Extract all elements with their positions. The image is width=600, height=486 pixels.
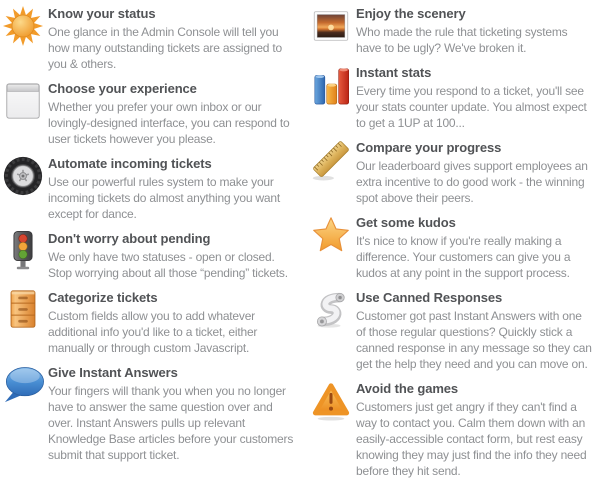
bar-chart-icon — [310, 63, 356, 131]
feature-description: We only have two statuses - open or closed. Stop worrying about all those “pending” tickets. — [48, 250, 288, 280]
features-column-right — [300, 4, 600, 486]
feature-title: Compare your progress — [356, 140, 502, 155]
feature-title: Instant stats — [356, 65, 432, 80]
feature-description: Whether you prefer your own inbox or our lovingly-designed interface, you can respond to user tickets however you please. — [48, 100, 290, 146]
feature-content — [356, 138, 600, 206]
window-icon — [2, 79, 48, 147]
sun-icon — [2, 4, 48, 72]
feature-title: Automate incoming tickets — [48, 156, 212, 171]
feature-content — [356, 379, 600, 479]
feature-item — [2, 4, 300, 72]
feature-content — [356, 4, 600, 56]
feature-title: Avoid the games — [356, 381, 459, 396]
feature-item — [310, 288, 600, 372]
ruler-icon — [310, 138, 356, 206]
feature-item — [2, 154, 300, 222]
feature-title: Don't worry about pending — [48, 231, 211, 246]
feature-content — [48, 154, 300, 222]
feature-content — [48, 79, 300, 147]
feature-description: One glance in the Admin Console will tell you how many outstanding tickets are assigned to you & others. — [48, 25, 283, 71]
feature-title: Get some kudos — [356, 215, 456, 230]
feature-title: Know your status — [48, 6, 156, 21]
cabinet-icon — [2, 288, 48, 356]
feature-item — [310, 213, 600, 281]
feature-content — [48, 229, 300, 281]
feature-title: Use Canned Responses — [356, 290, 503, 305]
traffic-light-icon — [2, 229, 48, 281]
feature-title: Enjoy the scenery — [356, 6, 466, 21]
feature-title: Give Instant Answers — [48, 365, 178, 380]
speech-bubble-icon — [2, 363, 48, 463]
feature-title: Categorize tickets — [48, 290, 158, 305]
feature-content — [356, 213, 600, 281]
feature-item — [310, 4, 600, 56]
feature-description: Customers just get angry if they can't find a way to contact you. Calm them down with an easily-accessible contact form, but rest easy knowing they may just find the info they need before they hit send. — [356, 400, 587, 478]
features-column-left — [0, 4, 300, 486]
feature-description: Your fingers will thank you when you no longer have to answer the same question over and over. Instant Answers pulls up relevant Knowledge Base articles before your customers submit that support ticket. — [48, 384, 294, 462]
feature-description: Customer got past Instant Answers with one of those regular questions? Quickly stick a canned response in any message so they can get the help they need and you can move on. — [356, 309, 592, 371]
feature-description: Custom fields allow you to add whatever additional info you'd like to a ticket, either manually or through custom Javascript. — [48, 309, 258, 355]
feature-item — [2, 363, 300, 463]
feature-item — [310, 63, 600, 131]
feature-description: Every time you respond to a ticket, you'll see your stats counter update. You almost expect to get a 1UP at 100... — [356, 84, 587, 130]
feature-content — [48, 4, 300, 72]
scroll-icon — [310, 288, 356, 372]
warning-icon — [310, 379, 356, 479]
feature-item — [310, 138, 600, 206]
feature-content — [48, 363, 300, 463]
photo-icon — [310, 4, 356, 56]
feature-content — [356, 63, 600, 131]
feature-description: It's nice to know if you're really making a difference. Your customers can give you a kudos at any point in the support process. — [356, 234, 571, 280]
tire-icon — [2, 154, 48, 222]
feature-content — [356, 288, 600, 372]
feature-item — [2, 288, 300, 356]
feature-description: Use our powerful rules system to make your incoming tickets do almost anything you want except for dance. — [48, 175, 280, 221]
feature-item — [2, 79, 300, 147]
feature-item — [2, 229, 300, 281]
feature-description: Who made the rule that ticketing systems have to be ugly? We've broken it. — [356, 25, 568, 55]
star-icon — [310, 213, 356, 281]
feature-content — [48, 288, 300, 356]
feature-title: Choose your experience — [48, 81, 197, 96]
feature-description: Our leaderboard gives support employees an extra incentive to do good work - the winning spot above their peers. — [356, 159, 588, 205]
feature-item — [310, 379, 600, 479]
